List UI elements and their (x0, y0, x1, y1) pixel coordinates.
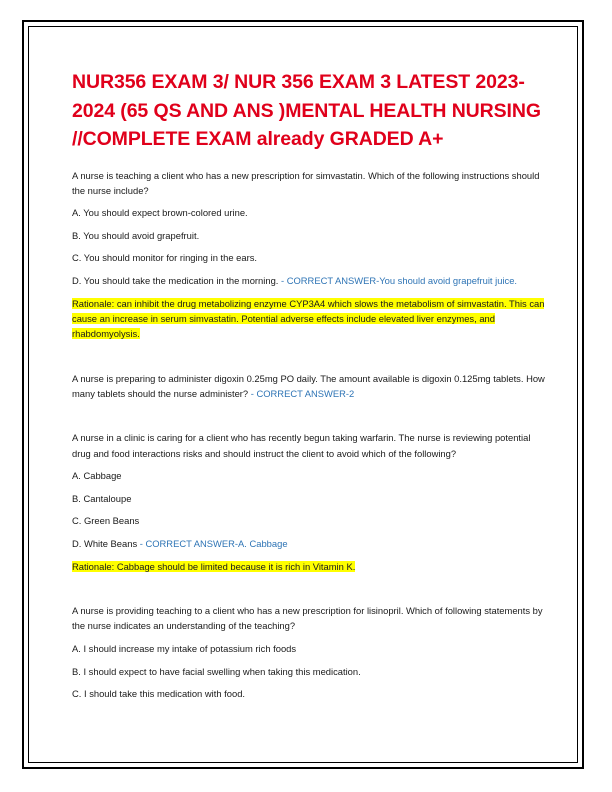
q1-option-a: A. You should expect brown-colored urine. (72, 207, 248, 219)
q3-correct-answer: - CORRECT ANSWER-A. Cabbage (137, 538, 288, 550)
spacer (72, 349, 548, 371)
q3-option-a: A. Cabbage (72, 470, 122, 482)
q3-question: A nurse in a clinic is caring for a client who has recently begun taking warfarin. The nurse is reviewing potential drug and food interactions risks and should instruct the client to avoid which of the following? (72, 432, 531, 459)
document-content (72, 68, 548, 709)
q1-rationale: Rationale: can inhibit the drug metabolizing enzyme CYP3A4 which slows the metabolism of simvastatin. This can cause an increase in serum simvastatin. Potential adverse effects include elevated liver enzymes, and rhabdomyolysis. (72, 297, 545, 340)
q2-question-with-answer (72, 371, 548, 401)
q1-rationale-line (72, 296, 548, 342)
q3-option-d: D. White Beans (72, 538, 138, 550)
q4-option-c: C. I should take this medication with food. (72, 688, 246, 700)
q1-option-d-with-answer (72, 273, 548, 288)
q3-option-c: C. Green Beans (72, 515, 140, 527)
spacer (72, 581, 548, 603)
q3-rationale-line (72, 559, 548, 574)
q1-option-b: B. You should avoid grapefruit. (72, 229, 200, 241)
q1-option-c: C. You should monitor for ringing in the ears. (72, 252, 258, 264)
spacer (72, 408, 548, 430)
q4-option-b: B. I should expect to have facial swelling when taking this medication. (72, 665, 361, 677)
q4-option-a: A. I should increase my intake of potassium rich foods (72, 643, 297, 655)
q3-option-d-with-answer (72, 536, 548, 551)
q1-option-d: D. You should take the medication in the morning. (72, 275, 279, 287)
q3-option-b: B. Cantaloupe (72, 492, 132, 504)
document-title: NUR356 EXAM 3/ NUR 356 EXAM 3 LATEST 2023-2024 (65 QS AND ANS )MENTAL HEALTH NURSING //COMPLETE EXAM already GRADED A+ (72, 71, 541, 150)
q2-correct-answer: - CORRECT ANSWER-2 (248, 387, 355, 399)
q1-correct-answer: - CORRECT ANSWER-You should avoid grapefruit juice. (278, 275, 518, 287)
q2-question: A nurse is preparing to administer digoxin 0.25mg PO daily. The amount available is digoxin 0.125mg tablets. How many tablets should the nurse administer? (72, 372, 545, 399)
q3-rationale: Rationale: Cabbage should be limited because it is rich in Vitamin K. (72, 560, 356, 572)
q4-question: A nurse is providing teaching to a client who has a new prescription for lisinopril. Which of following statements by the nurse indicates an understanding of the teaching? (72, 605, 543, 632)
q1-question: A nurse is teaching a client who has a new prescription for simvastatin. Which of the following instructions should the nurse include? (72, 169, 540, 196)
